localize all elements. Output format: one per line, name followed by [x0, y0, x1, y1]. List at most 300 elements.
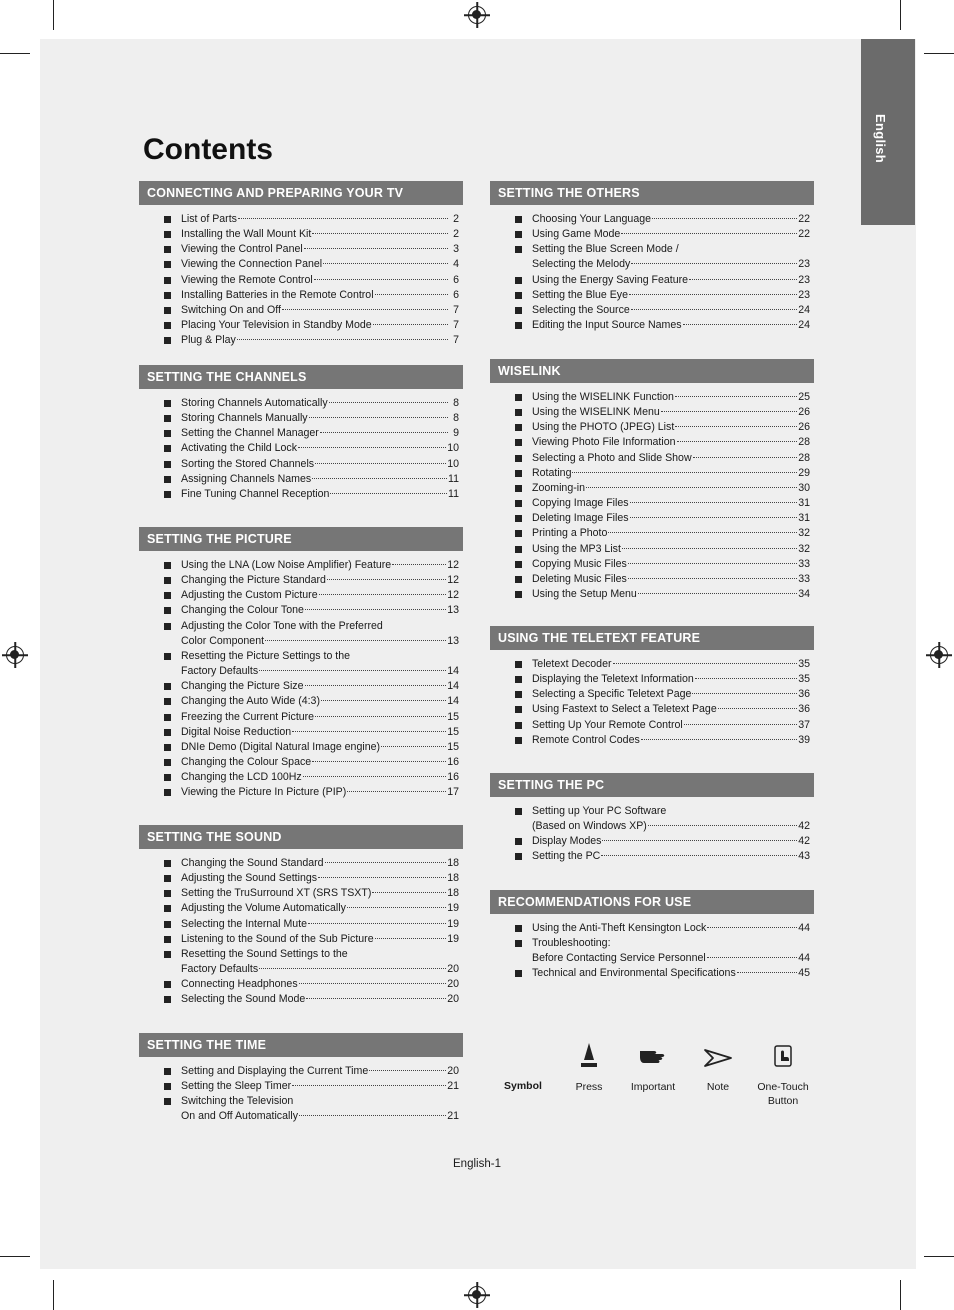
toc-page-number: 13: [447, 634, 459, 647]
dot-leader: [675, 396, 797, 397]
symbol-label-press: Press: [575, 1081, 603, 1093]
toc-entry-title: Factory Defaults: [181, 963, 259, 976]
toc-entry-title: On and Off Automatically: [181, 1110, 298, 1123]
toc-entry[interactable]: [139, 1079, 463, 1094]
square-bullet-icon: [515, 722, 522, 729]
section-pc: [490, 773, 814, 865]
toc-entry[interactable]: [490, 420, 814, 435]
toc-entry-title: Assigning Channels Names: [181, 472, 312, 485]
toc-entry[interactable]: [139, 770, 463, 785]
toc-entry[interactable]: [139, 619, 463, 649]
toc-entry-title: Choosing Your Language: [532, 213, 651, 225]
toc-entry[interactable]: [490, 936, 814, 966]
toc-entry-line: [532, 657, 810, 672]
dot-leader: [695, 678, 797, 679]
dot-leader: [347, 907, 446, 908]
dot-leader: [312, 761, 446, 762]
toc-entry[interactable]: [139, 603, 463, 618]
toc-page-number: 31: [798, 497, 810, 510]
square-bullet-icon: [515, 292, 522, 299]
toc-entry-line: [532, 227, 810, 242]
toc-entry-title: Setting the Blue Screen Mode /: [532, 243, 679, 256]
toc-entry[interactable]: [490, 849, 814, 864]
toc-entry[interactable]: [139, 588, 463, 603]
toc-entry-line: [532, 318, 810, 333]
dot-leader: [602, 840, 797, 841]
square-bullet-icon: [164, 921, 171, 928]
dot-leader: [608, 532, 797, 533]
symbol-legend-title: Symbol: [504, 1080, 542, 1092]
square-bullet-icon: [515, 546, 522, 553]
toc-entry[interactable]: [139, 710, 463, 725]
toc-entry[interactable]: [490, 288, 814, 303]
toc-entry[interactable]: [139, 901, 463, 916]
toc-entry[interactable]: [139, 649, 463, 679]
toc-entry[interactable]: [139, 932, 463, 947]
toc-page-number: 10: [447, 442, 459, 455]
toc-entry-line: [532, 702, 810, 717]
toc-entry-title: Setting up Your PC Software: [532, 805, 667, 817]
toc-page-number: 3: [453, 243, 459, 256]
toc-entry[interactable]: [490, 405, 814, 420]
toc-entry-line: [181, 472, 459, 487]
toc-entry-line: [181, 1064, 459, 1079]
toc-entry[interactable]: [139, 1094, 463, 1124]
square-bullet-icon: [515, 661, 522, 668]
toc-entry-title: Changing the Auto Wide (4:3): [181, 695, 320, 708]
toc-entry[interactable]: [490, 212, 814, 227]
toc-page-number: 16: [447, 771, 459, 784]
square-bullet-icon: [164, 744, 171, 751]
toc-entry[interactable]: [490, 496, 814, 511]
toc-page-number: 14: [447, 680, 459, 693]
toc-entry-line: [181, 257, 459, 272]
toc-entry-title: Viewing the Connection Panel: [181, 258, 323, 271]
square-bullet-icon: [515, 455, 522, 462]
dot-leader: [292, 731, 446, 732]
square-bullet-icon: [164, 231, 171, 238]
square-bullet-icon: [164, 905, 171, 912]
dot-leader: [737, 972, 797, 973]
toc-entry[interactable]: [139, 679, 463, 694]
toc-entry-title: Changing the Picture Size: [181, 680, 304, 693]
toc-entry-title: Remote Control Codes: [532, 733, 640, 746]
toc-entry[interactable]: [490, 390, 814, 405]
square-bullet-icon: [515, 231, 522, 238]
toc-entry-line: [532, 572, 810, 587]
toc-entry-line: [181, 227, 459, 242]
toc-entry-line: [181, 457, 459, 472]
toc-entry[interactable]: [139, 441, 463, 456]
toc-page-number: 35: [798, 658, 810, 670]
toc-page-number: 22: [798, 228, 810, 241]
section-channels: [139, 365, 463, 502]
toc-entry-line: [181, 318, 459, 333]
toc-entry[interactable]: [139, 573, 463, 588]
toc-page-number: 15: [447, 740, 459, 753]
toc-entry[interactable]: [490, 466, 814, 481]
toc-entry-line: [181, 242, 459, 257]
dot-leader: [683, 324, 798, 325]
square-bullet-icon: [515, 576, 522, 583]
toc-entry-title: Changing the Sound Standard: [181, 857, 324, 869]
toc-list: [490, 914, 814, 982]
dot-leader: [321, 700, 446, 701]
toc-entry[interactable]: [139, 318, 463, 333]
toc-entry[interactable]: [490, 511, 814, 526]
toc-entry-line: [181, 588, 459, 603]
dot-leader: [692, 693, 797, 694]
toc-page-number: 31: [798, 512, 810, 525]
toc-entry-title: Sorting the Stored Channels: [181, 457, 315, 470]
dot-leader: [641, 739, 797, 740]
dot-leader: [373, 324, 448, 325]
toc-entry-title: DNIe Demo (Digital Natural Image engine): [181, 740, 381, 753]
toc-entry-title: Viewing the Picture In Picture (PIP): [181, 786, 347, 799]
toc-entry-title: Plug & Play: [181, 334, 236, 347]
section-heading: SETTING THE PICTURE: [139, 527, 463, 551]
toc-entry[interactable]: [490, 687, 814, 702]
dot-leader: [718, 708, 797, 709]
dot-leader: [330, 493, 447, 494]
dot-leader: [312, 233, 448, 234]
toc-entry-title: Switching On and Off: [181, 303, 281, 316]
toc-entry-line: [181, 886, 459, 901]
dot-leader: [638, 593, 797, 594]
toc-page-number: 21: [447, 1080, 459, 1093]
toc-entry[interactable]: [139, 487, 463, 502]
toc-entry-line: [181, 725, 459, 740]
dot-leader: [586, 487, 797, 488]
toc-entry-line: [181, 694, 459, 709]
toc-entry-line: [532, 405, 810, 420]
toc-entry[interactable]: [139, 871, 463, 886]
square-bullet-icon: [515, 515, 522, 522]
square-bullet-icon: [164, 714, 171, 721]
toc-entry[interactable]: [139, 856, 463, 871]
toc-entry-line: [181, 603, 459, 618]
square-bullet-icon: [515, 409, 522, 416]
toc-entry[interactable]: [139, 947, 463, 977]
toc-entry[interactable]: [139, 288, 463, 303]
toc-entry-line: [181, 992, 459, 1007]
dot-leader: [613, 663, 798, 664]
dot-leader: [629, 294, 797, 295]
square-bullet-icon: [515, 853, 522, 860]
dot-leader: [693, 457, 798, 458]
toc-entry-title: Printing a Photo: [532, 527, 608, 540]
square-bullet-icon: [515, 940, 522, 947]
toc-entry-title: Zooming-in: [532, 481, 585, 494]
toc-entry[interactable]: [490, 242, 814, 272]
square-bullet-icon: [515, 676, 522, 683]
toc-entry[interactable]: [490, 966, 814, 981]
toc-entry-line: [181, 740, 459, 755]
toc-page-number: 20: [447, 993, 459, 1006]
toc-entry[interactable]: [490, 921, 814, 936]
toc-page-number: 18: [447, 872, 459, 885]
square-bullet-icon: [515, 246, 522, 253]
crop-mark: [900, 0, 901, 30]
toc-entry[interactable]: [490, 227, 814, 242]
square-bullet-icon: [164, 951, 171, 958]
toc-page-number: 20: [447, 1065, 459, 1077]
square-bullet-icon: [164, 981, 171, 988]
dot-leader: [684, 724, 797, 725]
toc-entry-title: Adjusting the Volume Automatically: [181, 902, 346, 915]
toc-entry[interactable]: [490, 702, 814, 717]
toc-entry-title: Using the Anti-Theft Kensington Lock: [532, 922, 707, 934]
section-connecting: [139, 181, 463, 348]
square-bullet-icon: [515, 808, 522, 815]
dot-leader: [299, 983, 447, 984]
toc-entry[interactable]: [139, 558, 463, 573]
square-bullet-icon: [164, 307, 171, 314]
toc-page-number: 28: [798, 436, 810, 449]
toc-entry-title: Troubleshooting:: [532, 937, 611, 950]
toc-entry-line: [532, 242, 810, 257]
toc-entry[interactable]: [139, 977, 463, 992]
toc-entry-line: [532, 542, 810, 557]
toc-entry-line: [532, 466, 810, 481]
toc-entry[interactable]: [490, 733, 814, 748]
toc-page-number: 20: [447, 963, 459, 976]
toc-entry[interactable]: [490, 557, 814, 572]
toc-entry[interactable]: [490, 572, 814, 587]
toc-entry-title: Adjusting the Sound Settings: [181, 872, 318, 885]
toc-entry[interactable]: [139, 396, 463, 411]
square-bullet-icon: [164, 698, 171, 705]
toc-entry[interactable]: [139, 242, 463, 257]
toc-entry[interactable]: [490, 526, 814, 541]
toc-entry-line: [181, 487, 459, 502]
toc-entry-title: Using the Setup Menu: [532, 588, 637, 601]
toc-entry[interactable]: [139, 1064, 463, 1079]
dot-leader: [306, 998, 446, 999]
toc-entry[interactable]: [139, 212, 463, 227]
dot-leader: [392, 564, 446, 565]
square-bullet-icon: [164, 653, 171, 660]
toc-page-number: 8: [453, 412, 459, 425]
square-bullet-icon: [515, 970, 522, 977]
toc-entry-title: Storing Channels Manually: [181, 412, 308, 425]
dot-leader: [265, 640, 446, 641]
toc-page-number: 32: [798, 527, 810, 540]
dot-leader: [304, 248, 448, 249]
dot-leader: [652, 218, 797, 219]
dot-leader: [628, 563, 797, 564]
toc-entry-line: [181, 856, 459, 871]
toc-entry[interactable]: [139, 257, 463, 272]
toc-page-number: 21: [447, 1110, 459, 1123]
toc-entry-line: [532, 733, 810, 748]
dot-leader: [631, 309, 797, 310]
dot-leader: [325, 862, 447, 863]
toc-entry[interactable]: [490, 542, 814, 557]
toc-entry[interactable]: [139, 426, 463, 441]
page-footer: English-1: [453, 1158, 501, 1170]
dot-leader: [630, 517, 798, 518]
toc-entry-title: Setting Up Your Remote Control: [532, 718, 683, 731]
square-bullet-icon: [164, 890, 171, 897]
dot-leader: [308, 923, 446, 924]
toc-entry-title: Selecting the Source: [532, 303, 630, 316]
toc-entry[interactable]: [490, 273, 814, 288]
crop-mark: [924, 1256, 954, 1257]
toc-entry[interactable]: [139, 694, 463, 709]
toc-entry[interactable]: [490, 481, 814, 496]
toc-entry[interactable]: [139, 755, 463, 770]
toc-entry-title: Storing Channels Automatically: [181, 397, 328, 409]
toc-entry-line: [181, 303, 459, 318]
toc-entry-title: Display Modes: [532, 835, 602, 848]
square-bullet-icon: [164, 1083, 171, 1090]
toc-list: [490, 205, 814, 333]
crop-mark: [900, 1280, 901, 1310]
press-icon: [574, 1040, 604, 1072]
toc-page-number: 37: [798, 718, 810, 731]
section-wiselink: [490, 359, 814, 602]
toc-page-number: 9: [453, 427, 459, 440]
toc-entry-title: Selecting the Internal Mute: [181, 917, 308, 930]
toc-entry-line: [181, 710, 459, 725]
toc-entry-title: Deleting Music Files: [532, 572, 627, 585]
toc-entry[interactable]: [139, 333, 463, 348]
toc-entry-title: Connecting Headphones: [181, 978, 298, 991]
toc-entry-title: Before Contacting Service Personnel: [532, 952, 706, 965]
toc-entry-line: [532, 420, 810, 435]
toc-entry-line: [181, 558, 459, 573]
toc-entry[interactable]: [139, 273, 463, 288]
toc-entry[interactable]: [139, 785, 463, 800]
toc-entry-line: [532, 672, 810, 687]
toc-entry[interactable]: [490, 718, 814, 733]
toc-entry[interactable]: [139, 917, 463, 932]
toc-page-number: 39: [798, 733, 810, 746]
toc-entry-title: Installing Batteries in the Remote Control: [181, 288, 374, 301]
toc-entry-title: Copying Music Files: [532, 557, 627, 570]
toc-entry-line: [181, 679, 459, 694]
toc-entry-title: Technical and Environmental Specifications: [532, 967, 736, 980]
toc-page-number: 7: [453, 334, 459, 347]
toc-page-number: 36: [798, 688, 810, 701]
toc-entry[interactable]: [139, 227, 463, 242]
toc-entry[interactable]: [139, 457, 463, 472]
toc-entry-line: [181, 426, 459, 441]
toc-entry-title: Digital Noise Reduction: [181, 725, 292, 738]
toc-page-number: 33: [798, 572, 810, 585]
square-bullet-icon: [164, 592, 171, 599]
toc-entry[interactable]: [490, 451, 814, 466]
toc-entry[interactable]: [490, 657, 814, 672]
toc-page-number: 14: [447, 665, 459, 678]
square-bullet-icon: [164, 216, 171, 223]
toc-entry-title: Switching the Television: [181, 1095, 294, 1108]
toc-page-number: 24: [798, 303, 810, 316]
toc-entry[interactable]: [490, 804, 814, 834]
toc-entry-line: [532, 921, 810, 936]
toc-entry-title: Editing the Input Source Names: [532, 319, 682, 332]
toc-entry-line: [181, 871, 459, 886]
toc-entry[interactable]: [490, 834, 814, 849]
toc-list: [490, 650, 814, 748]
toc-entry-line: [181, 619, 459, 634]
section-heading: RECOMMENDATIONS FOR USE: [490, 890, 814, 914]
toc-entry-title: Activating the Child Lock: [181, 442, 298, 455]
toc-page-number: 20: [447, 978, 459, 991]
square-bullet-icon: [515, 591, 522, 598]
section-heading: SETTING THE PC: [490, 773, 814, 797]
square-bullet-icon: [515, 706, 522, 713]
toc-entry-title: Deleting Image Files: [532, 512, 629, 525]
toc-entry[interactable]: [139, 740, 463, 755]
toc-page-number: 44: [798, 952, 810, 965]
crop-mark: [0, 1256, 30, 1257]
square-bullet-icon: [164, 322, 171, 329]
symbol-legend: [496, 1040, 816, 1120]
toc-entry[interactable]: [139, 411, 463, 426]
dot-leader: [312, 478, 447, 479]
toc-entry-title: Setting the TruSurround XT (SRS TSXT): [181, 887, 372, 900]
toc-entry-line: [181, 396, 459, 411]
toc-entry-title: Using the LNA (Low Noise Amplifier) Feature: [181, 559, 392, 571]
dot-leader: [319, 594, 447, 595]
toc-page-number: 23: [798, 258, 810, 271]
toc-entry-title: Installing the Wall Mount Kit: [181, 228, 312, 241]
toc-entry-title: Changing the Picture Standard: [181, 574, 326, 587]
toc-entry-title: Using the WISELINK Function: [532, 391, 674, 403]
toc-entry-title: Resetting the Picture Settings to the: [181, 649, 351, 662]
dot-leader: [601, 855, 797, 856]
toc-entry[interactable]: [490, 587, 814, 602]
one-touch-button-icon: [768, 1040, 798, 1072]
toc-entry-line: [532, 451, 810, 466]
toc-page-number: 43: [798, 850, 810, 863]
toc-entry-title: Setting the Channel Manager: [181, 427, 319, 440]
toc-entry[interactable]: [139, 472, 463, 487]
dot-leader: [282, 309, 448, 310]
square-bullet-icon: [164, 1068, 171, 1075]
toc-entry[interactable]: [139, 725, 463, 740]
toc-entry-title: Resetting the Sound Settings to the: [181, 947, 348, 960]
toc-entry-title: Freezing the Current Picture: [181, 710, 315, 723]
square-bullet-icon: [164, 759, 171, 766]
dot-leader: [661, 411, 797, 412]
square-bullet-icon: [164, 683, 171, 690]
toc-page-number: 12: [447, 589, 459, 602]
square-bullet-icon: [164, 415, 171, 422]
toc-entry[interactable]: [139, 886, 463, 901]
dot-leader: [259, 968, 446, 969]
toc-entry[interactable]: [490, 303, 814, 318]
toc-entry-title: Adjusting the Color Tone with the Preferred: [181, 619, 383, 632]
toc-entry-line: [181, 333, 459, 348]
toc-entry-line: [532, 849, 810, 864]
toc-entry[interactable]: [490, 435, 814, 450]
toc-list: [139, 389, 463, 502]
toc-entry[interactable]: [139, 303, 463, 318]
square-bullet-icon: [164, 577, 171, 584]
dot-leader: [303, 776, 446, 777]
square-bullet-icon: [515, 424, 522, 431]
toc-entry-title: Changing the Colour Space: [181, 756, 312, 769]
toc-entry-title: Using the Energy Saving Feature: [532, 273, 689, 286]
toc-entry[interactable]: [490, 318, 814, 333]
toc-entry-line: [181, 288, 459, 303]
toc-page-number: 18: [447, 887, 459, 900]
toc-entry[interactable]: [139, 992, 463, 1007]
toc-entry[interactable]: [490, 672, 814, 687]
